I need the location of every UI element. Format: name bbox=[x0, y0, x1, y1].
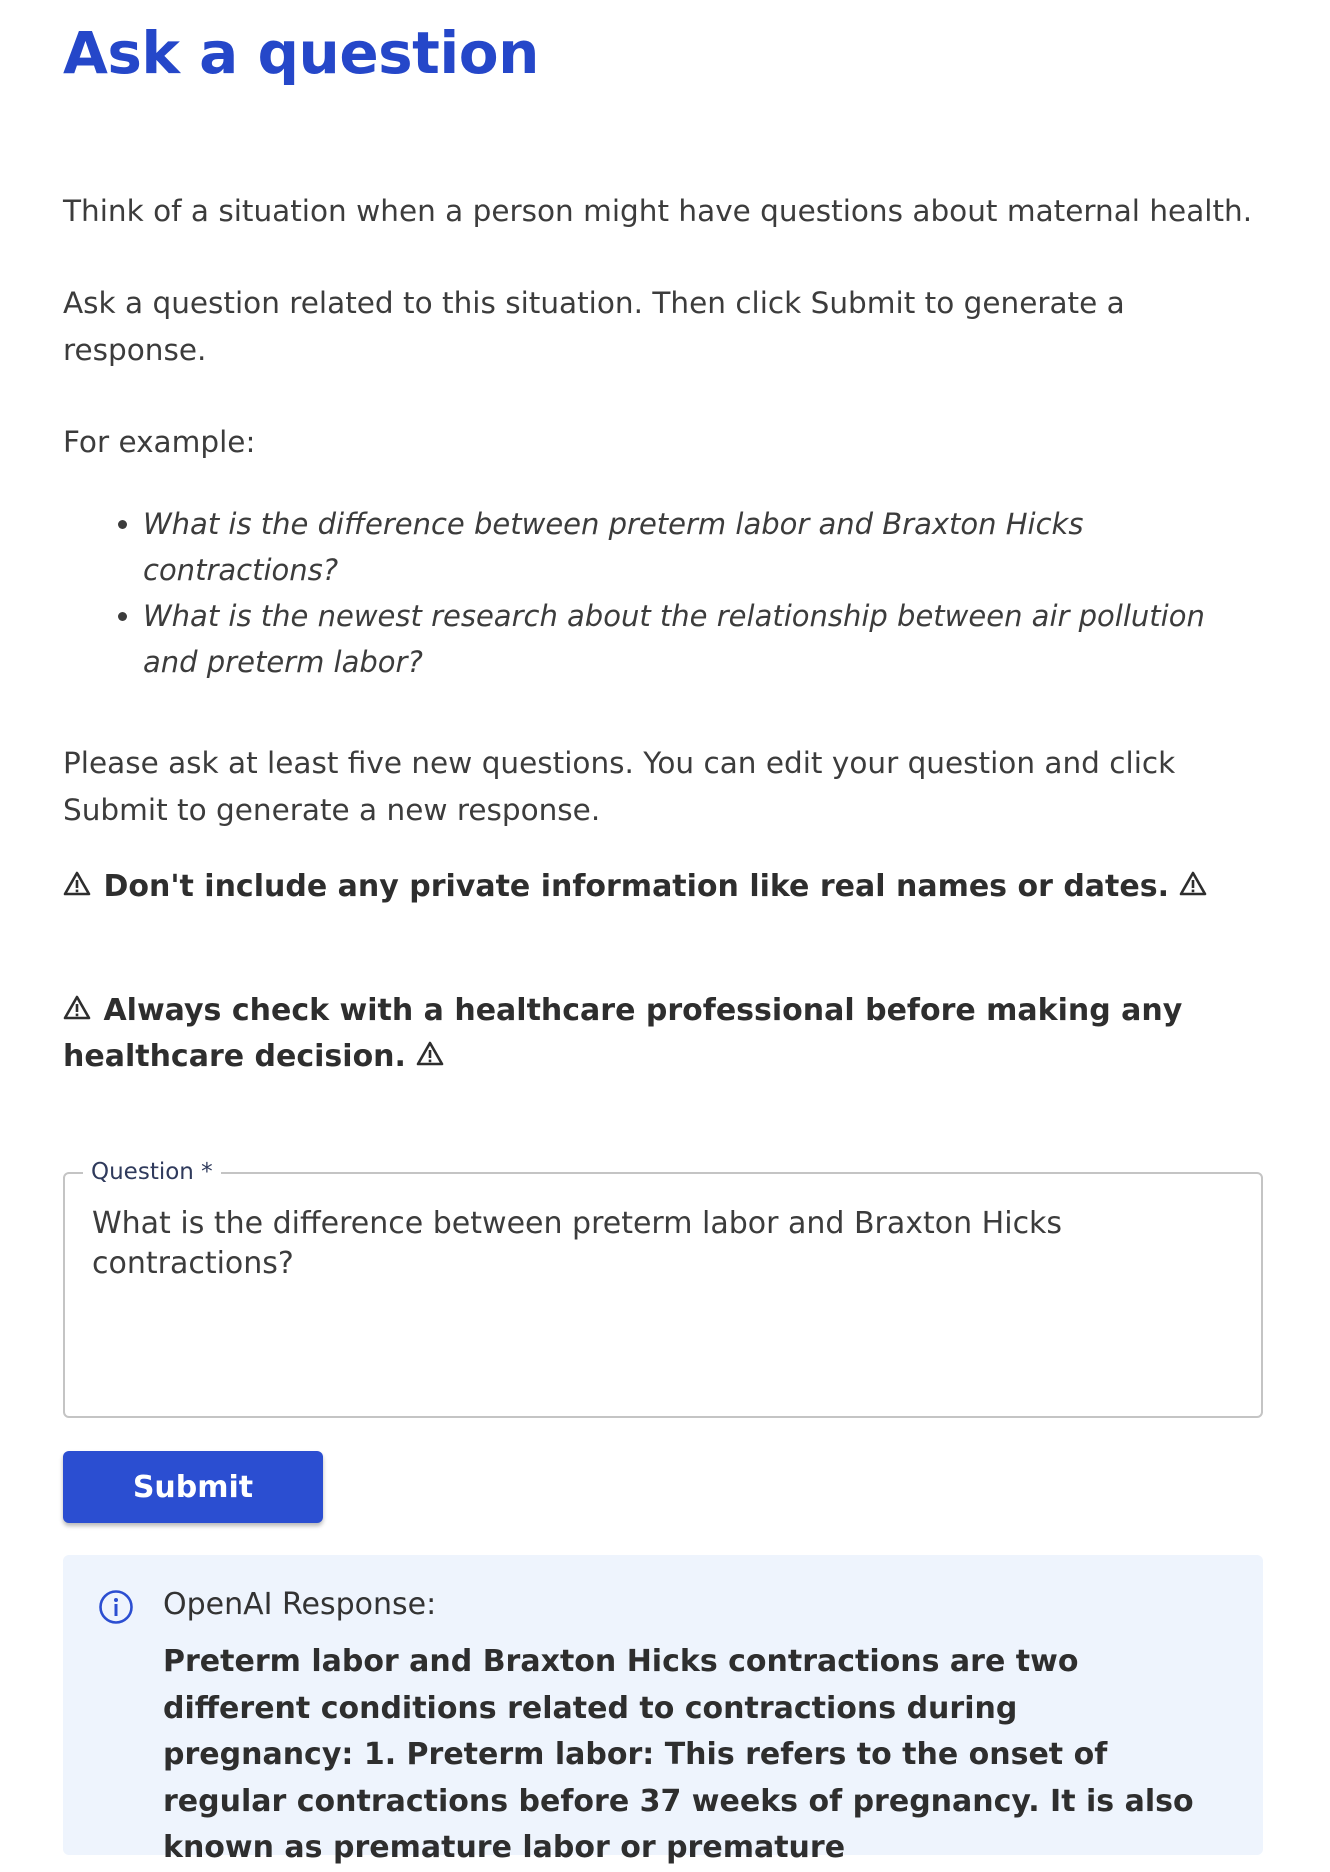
intro-text: Think of a situation when a person might have questions about maternal health. bbox=[63, 194, 1253, 228]
instruction-text: Ask a question related to this situation. Then click Submit to generate a response. bbox=[63, 286, 1125, 367]
response-panel bbox=[63, 1555, 1263, 1865]
health-warning bbox=[63, 988, 1263, 1080]
request-text: Please ask at least five new questions. You can edit your question and click Submit to generate a new response. bbox=[63, 746, 1176, 827]
page-content bbox=[63, 0, 1263, 1865]
warning-icon bbox=[1179, 871, 1209, 899]
warning-icon bbox=[416, 1041, 446, 1069]
question-label: Question * bbox=[83, 1159, 221, 1185]
question-input[interactable] bbox=[92, 1204, 1242, 1394]
example-list bbox=[63, 501, 1263, 685]
response-text: Preterm labor and Braxton Hicks contractions are two different conditions related to contractions during pregnancy: 1. Preterm labor: This refers to the onset of regular contractions before 37 weeks of pregnancy. It is also known as premature labor or premature bbox=[163, 1644, 1194, 1865]
privacy-warning-text: Don't include any private information like real names or dates. bbox=[103, 869, 1169, 904]
example-heading: For example: bbox=[63, 425, 256, 459]
question-field[interactable] bbox=[63, 1159, 1263, 1418]
example-item: • What is the difference between preterm labor and Braxton Hicks contractions? bbox=[143, 501, 1263, 593]
response-label: OpenAI Response: bbox=[163, 1587, 437, 1622]
info-icon bbox=[98, 1589, 134, 1625]
warning-icon bbox=[63, 995, 93, 1023]
example-item: • What is the newest research about the relationship between air pollution and preterm labor? bbox=[143, 593, 1263, 685]
submit-button[interactable]: Submit bbox=[63, 1451, 323, 1523]
health-warning-text: Always check with a healthcare professional before making any healthcare decision. bbox=[63, 993, 1183, 1074]
page-title: Ask a question bbox=[63, 19, 539, 87]
privacy-warning bbox=[63, 864, 1263, 910]
warning-icon bbox=[63, 871, 93, 899]
